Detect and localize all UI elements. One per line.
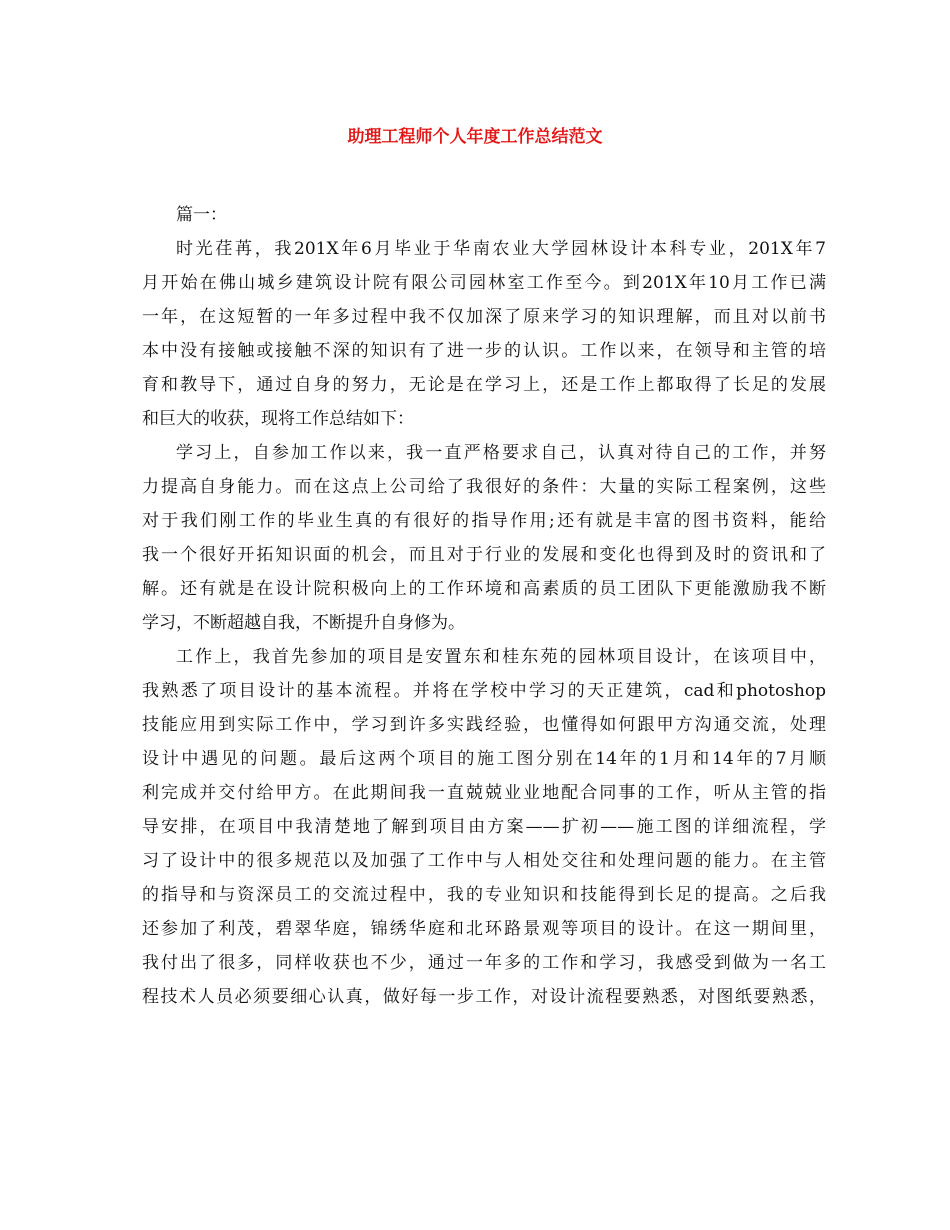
- text-line: 习了设计中的很多规范以及加强了工作中与人相处交往和处理问题的能力。在主管: [142, 851, 826, 871]
- text-line: 我一个很好开拓知识面的机会，而且对于行业的发展和变化也得到及时的资讯和了: [142, 545, 826, 565]
- text-line: 篇一：: [176, 205, 227, 225]
- text-line: 学习上，自参加工作以来，我一直严格要求自己，认真对待自己的工作，并努: [176, 443, 826, 463]
- text-line: 还参加了利茂，碧翠华庭，锦绣华庭和北环路景观等项目的设计。在这一期间里，: [142, 919, 826, 939]
- text-line: 利完成并交付给甲方。在此期间我一直兢兢业业地配合同事的工作，听从主管的指: [142, 783, 826, 803]
- document-title: 助理工程师个人年度工作总结范文: [347, 127, 603, 147]
- text-line: 学习，不断超越自我，不断提升自身修为。: [142, 613, 465, 633]
- text-line: 导安排，在项目中我清楚地了解到项目由方案——扩初——施工图的详细流程，学: [142, 817, 826, 837]
- text-line: 本中没有接触或接触不深的知识有了进一步的认识。工作以来，在领导和主管的培: [142, 341, 826, 361]
- text-line: 月开始在佛山城乡建筑设计院有限公司园林室工作至今。到201X年10月工作已满: [142, 273, 826, 293]
- text-line: 程技术人员必须要细心认真，做好每一步工作，对设计流程要熟悉，对图纸要熟悉，: [142, 987, 826, 1007]
- text-line: 时光荏苒，我201X年6月毕业于华南农业大学园林设计本科专业，201X年7: [176, 239, 826, 259]
- text-line: 对于我们刚工作的毕业生真的有很好的指导作用;还有就是丰富的图书资料，能给: [142, 511, 826, 531]
- text-line: 力提高自身能力。而在这点上公司给了我很好的条件：大量的实际工程案例，这些: [142, 477, 826, 497]
- text-line: 我熟悉了项目设计的基本流程。并将在学校中学习的天正建筑，cad和photoshop: [142, 681, 826, 701]
- text-line: 技能应用到实际工作中，学习到许多实践经验，也懂得如何跟甲方沟通交流，处理: [142, 715, 826, 735]
- text-line: 的指导和与资深员工的交流过程中，我的专业知识和技能得到长足的提高。之后我: [142, 885, 826, 905]
- text-line: 设计中遇见的问题。最后这两个项目的施工图分别在14年的1月和14年的7月顺: [142, 749, 826, 769]
- text-line: 和巨大的收获，现将工作总结如下：: [142, 409, 414, 429]
- text-line: 一年，在这短暂的一年多过程中我不仅加深了原来学习的知识理解，而且对以前书: [142, 307, 826, 327]
- text-line: 工作上，我首先参加的项目是安置东和桂东苑的园林项目设计，在该项目中，: [176, 647, 826, 667]
- text-line: 我付出了很多，同样收获也不少，通过一年多的工作和学习，我感受到做为一名工: [142, 953, 826, 973]
- text-line: 育和教导下，通过自身的努力，无论是在学习上，还是工作上都取得了长足的发展: [142, 375, 826, 395]
- document-body: [142, 198, 826, 1014]
- text-line: 解。还有就是在设计院积极向上的工作环境和高素质的员工团队下更能激励我不断: [142, 579, 826, 599]
